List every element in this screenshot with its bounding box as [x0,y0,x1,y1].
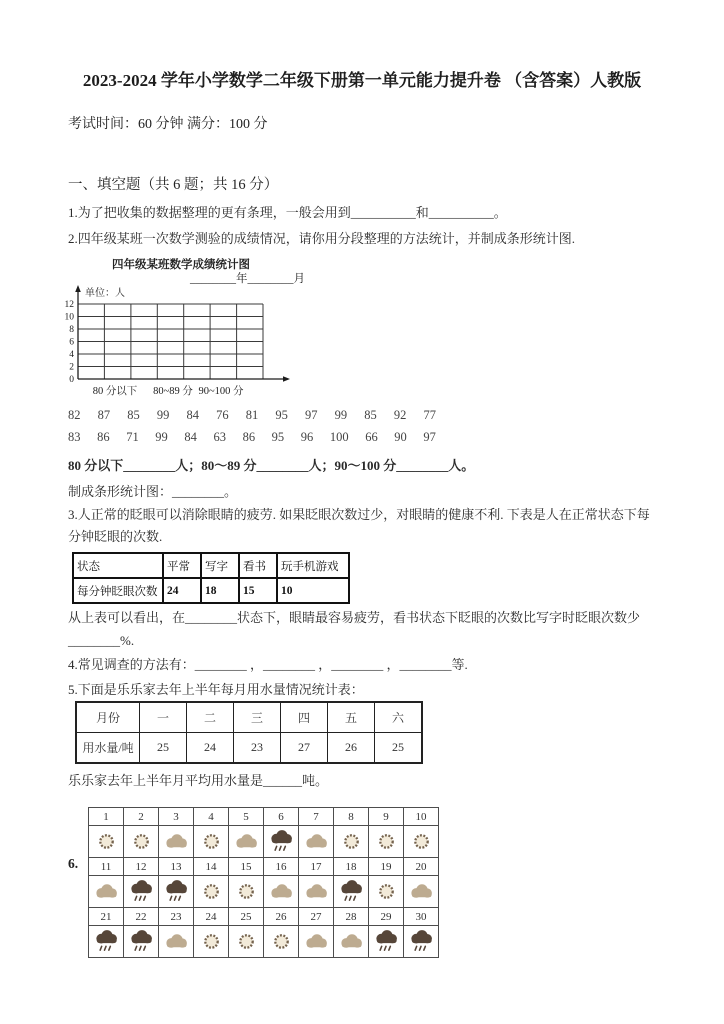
calendar-day-number: 7 [299,808,334,826]
cloud-icon [264,876,299,908]
table-header-cell: 看书 [239,553,277,578]
score-value: 87 [97,408,111,422]
water-usage-table [75,701,423,764]
calendar-day-number: 13 [159,858,194,876]
score-value: 77 [423,408,436,422]
chart-axes [78,290,285,379]
sun-icon [229,926,264,958]
calendar-day-number: 26 [264,908,299,926]
table-header-cell: 五 [328,702,375,733]
score-value: 97 [305,408,318,422]
score-value: 99 [155,430,168,444]
svg-text:2: 2 [69,362,74,373]
table-row [73,578,349,603]
sun-icon [334,826,369,858]
question-3: 3.人正常的眨眼可以消除眼睛的疲劳. 如果眨眼次数过少，对眼睛的健康不利. 下表是人在正常状态下每分钟眨眼的次数. [68,507,650,544]
blink-count-table [72,552,350,604]
score-value: 82 [68,408,81,422]
score-value: 71 [126,430,139,444]
calendar-day-number: 11 [89,858,124,876]
table-header-cell: 玩手机游戏 [277,553,349,578]
calendar-day-number: 4 [194,808,229,826]
svg-text:6: 6 [69,337,74,348]
table-header-cell: 平常 [163,553,201,578]
svg-text:0: 0 [69,375,74,385]
question-3-fill-line1: 从上表可以看出，在________状态下，眼睛最容易疲劳，看书状态下眨眼的次数比写字时眨眼次数少 [68,610,641,625]
sun-icon [264,926,299,958]
score-value: 99 [334,408,348,422]
table-value-cell: 23 [234,733,281,764]
cloud-icon [404,876,439,908]
weather-calendar-table [88,807,439,958]
calendar-day-number: 19 [369,858,404,876]
rain-icon [124,876,159,908]
calendar-day-number: 27 [299,908,334,926]
rain-icon [334,876,369,908]
rain-icon [124,926,159,958]
calendar-day-number: 16 [264,858,299,876]
rain-icon [369,926,404,958]
calendar-day-number: 17 [299,858,334,876]
calendar-day-number: 10 [404,808,439,826]
calendar-day-number: 25 [229,908,264,926]
calendar-day-number: 21 [89,908,124,926]
svg-text:80 分以下: 80 分以下 [92,386,138,397]
sun-icon [229,876,264,908]
exam-info: 考试时间：60 分钟 满分：100 分 [68,117,268,132]
table-header-cell: 四 [281,702,328,733]
score-value: 66 [365,430,378,444]
cloud-icon [159,926,194,958]
question-2-fill-blanks: 80 分以下________人；80～89 分________人；90～100 分________人。 [68,458,475,473]
chart-gridlines [78,304,263,379]
chart-title: 四年级某班数学成绩统计图 [112,259,250,271]
score-value: 95 [275,408,288,422]
svg-text:8: 8 [69,325,74,335]
cloud-icon [299,876,334,908]
question-6-number: 6. [68,856,79,871]
x-axis-arrow-icon [283,376,290,382]
table-header-cell: 一 [140,702,187,733]
table-value-cell: 24 [163,578,201,603]
calendar-day-number: 22 [124,908,159,926]
question-3-fill-line2: ________%. [68,633,135,648]
sun-icon [194,826,229,858]
calendar-day-number: 28 [334,908,369,926]
calendar-day-number: 1 [89,808,124,826]
score-value: 63 [213,430,226,444]
calendar-day-number: 20 [404,858,439,876]
sun-icon [194,876,229,908]
calendar-day-number: 18 [334,858,369,876]
table-value-cell: 24 [187,733,234,764]
rain-icon [89,926,124,958]
scores-row-2 [68,430,436,445]
rain-icon [159,876,194,908]
sun-icon [404,826,439,858]
score-value: 84 [186,408,199,422]
table-header-cell: 二 [187,702,234,733]
calendar-day-number: 15 [229,858,264,876]
y-axis-arrow-icon [75,285,81,292]
calendar-day-number: 9 [369,808,404,826]
score-value: 99 [156,408,170,422]
svg-text:80~89 分: 80~89 分 [153,386,193,397]
svg-text:4: 4 [69,350,74,360]
chart-date-line: ________年________月 [190,273,305,285]
table-value-cell: 26 [328,733,375,764]
sun-icon [194,926,229,958]
table-header-cell: 状态 [73,553,163,578]
calendar-day-number: 30 [404,908,439,926]
y-tick-labels [65,300,75,385]
sun-icon [124,826,159,858]
table-value-cell: 15 [239,578,277,603]
cloud-icon [89,876,124,908]
score-value: 95 [271,430,285,444]
table-header-cell: 六 [375,702,423,733]
rain-icon [404,926,439,958]
score-value: 84 [184,430,197,444]
cloud-icon [299,926,334,958]
cloud-icon [159,826,194,858]
calendar-day-number: 6 [264,808,299,826]
score-value: 81 [245,408,259,422]
table-value-cell: 25 [375,733,423,764]
table-value-cell: 10 [277,578,349,603]
scores-row-1 [68,408,436,423]
calendar-day-number: 12 [124,858,159,876]
table-header-cell: 月份 [76,702,140,733]
score-value: 100 [329,430,349,444]
section-heading: 一、填空题（共 6 题；共 16 分） [68,177,279,193]
table-row-label: 每分钟眨眼次数 [73,578,163,603]
question-2: 2.四年级某班一次数学测验的成绩情况，请你用分段整理的方法统计，并制成条形统计图. [68,231,576,246]
score-value: 85 [127,408,140,422]
weather-calendar-body [89,808,439,958]
question-4: 4.常见调查的方法有：________ ，________ ，________ ，________等. [68,657,468,672]
rain-icon [264,826,299,858]
x-category-labels [93,384,244,397]
page-title: 2023-2024 学年小学数学二年级下册第一单元能力提升卷 （含答案）人教版 [82,71,642,90]
calendar-day-number: 29 [369,908,404,926]
calendar-day-number: 5 [229,808,264,826]
calendar-day-number: 8 [334,808,369,826]
table-row-label: 用水量/吨 [76,733,140,764]
table-row [73,553,349,578]
y-axis-unit-label: 单位：人 [85,288,125,299]
question-1: 1.为了把收集的数据整理的更有条理，一般会用到__________和__________。 [68,205,507,220]
score-value: 86 [97,430,110,444]
table-value-cell: 25 [140,733,187,764]
score-value: 97 [423,430,436,444]
table-row [76,702,422,733]
score-value: 83 [68,430,81,444]
score-value: 76 [216,408,229,422]
svg-text:12: 12 [64,300,74,310]
calendar-day-number: 23 [159,908,194,926]
cloud-icon [229,826,264,858]
table-header-cell: 写字 [201,553,239,578]
table-value-cell: 27 [281,733,328,764]
calendar-day-number: 3 [159,808,194,826]
svg-text:10: 10 [64,312,74,323]
score-value: 96 [300,430,314,444]
question-5-fill-blank: 乐乐家去年上半年月平均用水量是______吨。 [68,773,329,788]
sun-icon [369,876,404,908]
score-value: 90 [394,430,407,444]
bar-chart-svg [48,282,300,404]
question-2-fill-blanks-2: 制成条形统计图：________。 [68,484,238,499]
bar-chart-grid [48,282,300,409]
calendar-day-number: 14 [194,858,229,876]
cloud-icon [334,926,369,958]
calendar-day-number: 24 [194,908,229,926]
sun-icon [89,826,124,858]
score-value: 92 [393,408,407,422]
table-header-cell: 三 [234,702,281,733]
sun-icon [369,826,404,858]
question-5: 5.下面是乐乐家去年上半年每月用水量情况统计表： [68,682,364,697]
score-value: 86 [242,430,256,444]
table-value-cell: 18 [201,578,239,603]
table-row [76,733,422,764]
cloud-icon [299,826,334,858]
calendar-day-number: 2 [124,808,159,826]
score-value: 85 [364,408,377,422]
svg-text:90~100 分: 90~100 分 [198,386,244,397]
